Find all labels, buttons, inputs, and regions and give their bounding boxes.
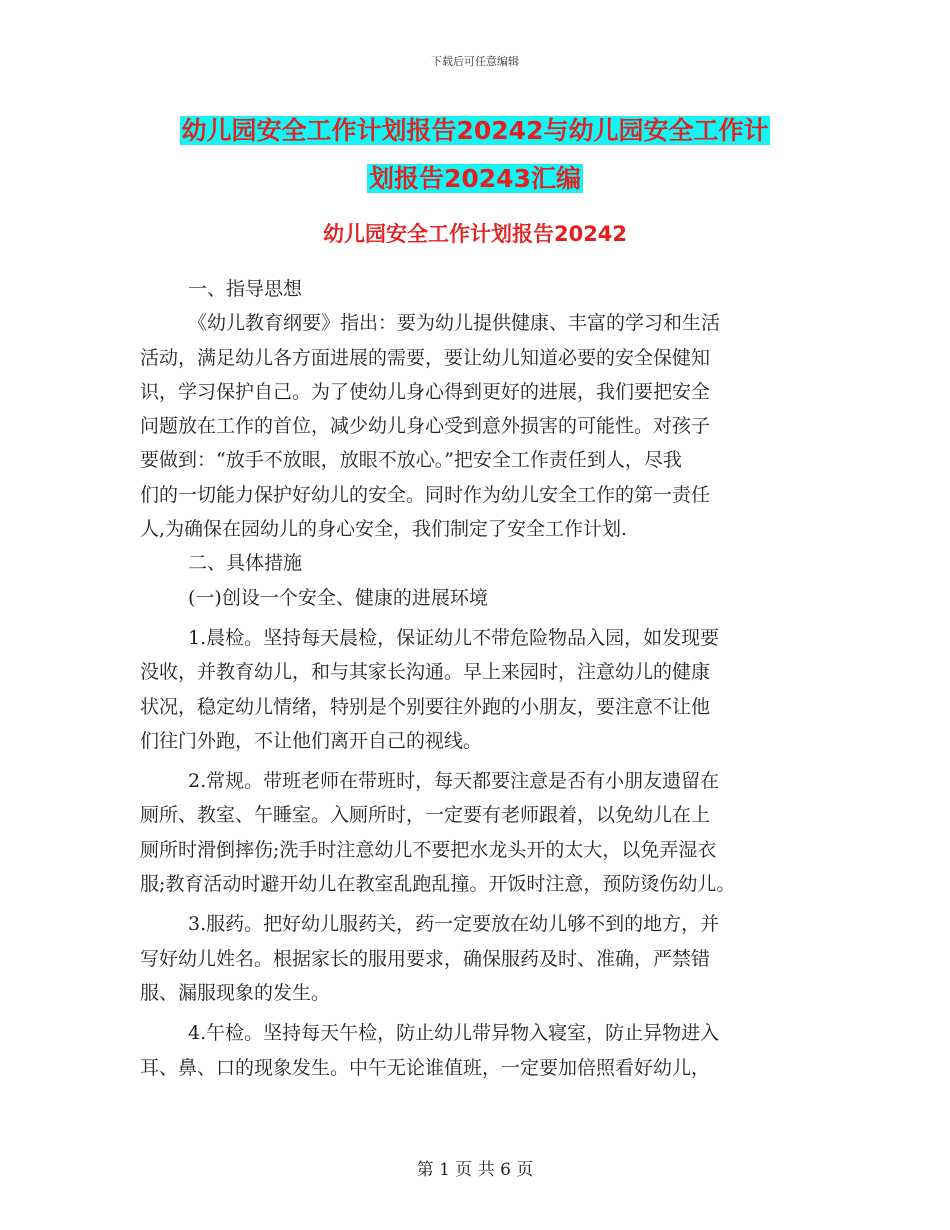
text-line: 3.服药。把好幼儿服药关，药一定要放在幼儿够不到的地方，并 xyxy=(188,913,720,936)
text-line: 2.常规。带班老师在带班时，每天都要注意是否有小朋友遗留在 xyxy=(188,770,720,793)
text-line: 们往门外跑，不让他们离开自己的视线。 xyxy=(140,729,483,752)
text-line: 活动，满足幼儿各方面进展的需要，要让幼儿知道必要的安全保健知 xyxy=(140,346,711,369)
section-title: 幼儿园安全工作计划报告20242 xyxy=(322,222,628,246)
text-line: 耳、鼻、口的现象发生。中午无论谁值班，一定要加倍照看好幼儿， xyxy=(140,1056,711,1079)
subheading-environment: (一)创设一个安全、健康的进展环境 xyxy=(188,586,488,609)
document-title xyxy=(0,107,950,203)
heading-guiding-ideology: 一、指导思想 xyxy=(188,278,303,300)
text-line: 们的一切能力保护好幼儿的安全。同时作为幼儿安全工作的第一责任 xyxy=(140,483,711,506)
text-line: 服、漏服现象的发生。 xyxy=(140,981,331,1004)
text-line: 识，学习保护自己。为了使幼儿身心得到更好的进展，我们要把安全 xyxy=(140,380,711,403)
heading-specific-measures: 二、具体措施 xyxy=(188,552,303,575)
text-line: 要做到：“放手不放眼，放眼不放心。”把安全工作责任到人，尽我 xyxy=(140,449,682,472)
text-line: 厕所时滑倒摔伤;洗手时注意幼儿不要把水龙头开的太大，以免弄湿衣 xyxy=(140,838,717,861)
text-line: 4.午检。坚持每天午检，防止幼儿带异物入寝室，防止异物进入 xyxy=(188,1022,720,1045)
text-line: 人,为确保在园幼儿的身心安全，我们制定了安全工作计划. xyxy=(140,518,628,541)
title-line-2: 划报告20243汇编 xyxy=(369,164,581,193)
text-line: 《幼儿教育纲要》指出：要为幼儿提供健康、丰富的学习和生活 xyxy=(188,312,721,335)
text-line: 写好幼儿姓名。根据家长的服用要求，确保服药及时、准确，严禁错 xyxy=(140,947,711,970)
text-line: 状况，稳定幼儿情绪，特别是个别要往外跑的小朋友，要注意不让他 xyxy=(140,695,711,718)
body-text xyxy=(140,272,830,1085)
text-line: 厕所、教室、午睡室。入厕所时，一定要有老师跟着，以免幼儿在上 xyxy=(140,804,711,827)
title-line-1: 幼儿园安全工作计划报告20242与幼儿园安全工作计 xyxy=(181,116,769,145)
page-footer: 第 1 页 共 6 页 xyxy=(416,1160,534,1180)
text-line: 没收，并教育幼儿，和与其家长沟通。早上来园时，注意幼儿的健康 xyxy=(140,661,711,684)
text-line: 服;教育活动时避开幼儿在教室乱跑乱撞。开饭时注意，预防烫伤幼儿。 xyxy=(140,873,736,896)
text-line: 问题放在工作的首位，减少幼儿身心受到意外损害的可能性。对孩子 xyxy=(140,415,711,438)
text-line: 1.晨检。坚持每天晨检，保证幼儿不带危险物品入园，如发现要 xyxy=(188,626,720,649)
header-note: 下载后可任意编辑 xyxy=(431,55,519,68)
